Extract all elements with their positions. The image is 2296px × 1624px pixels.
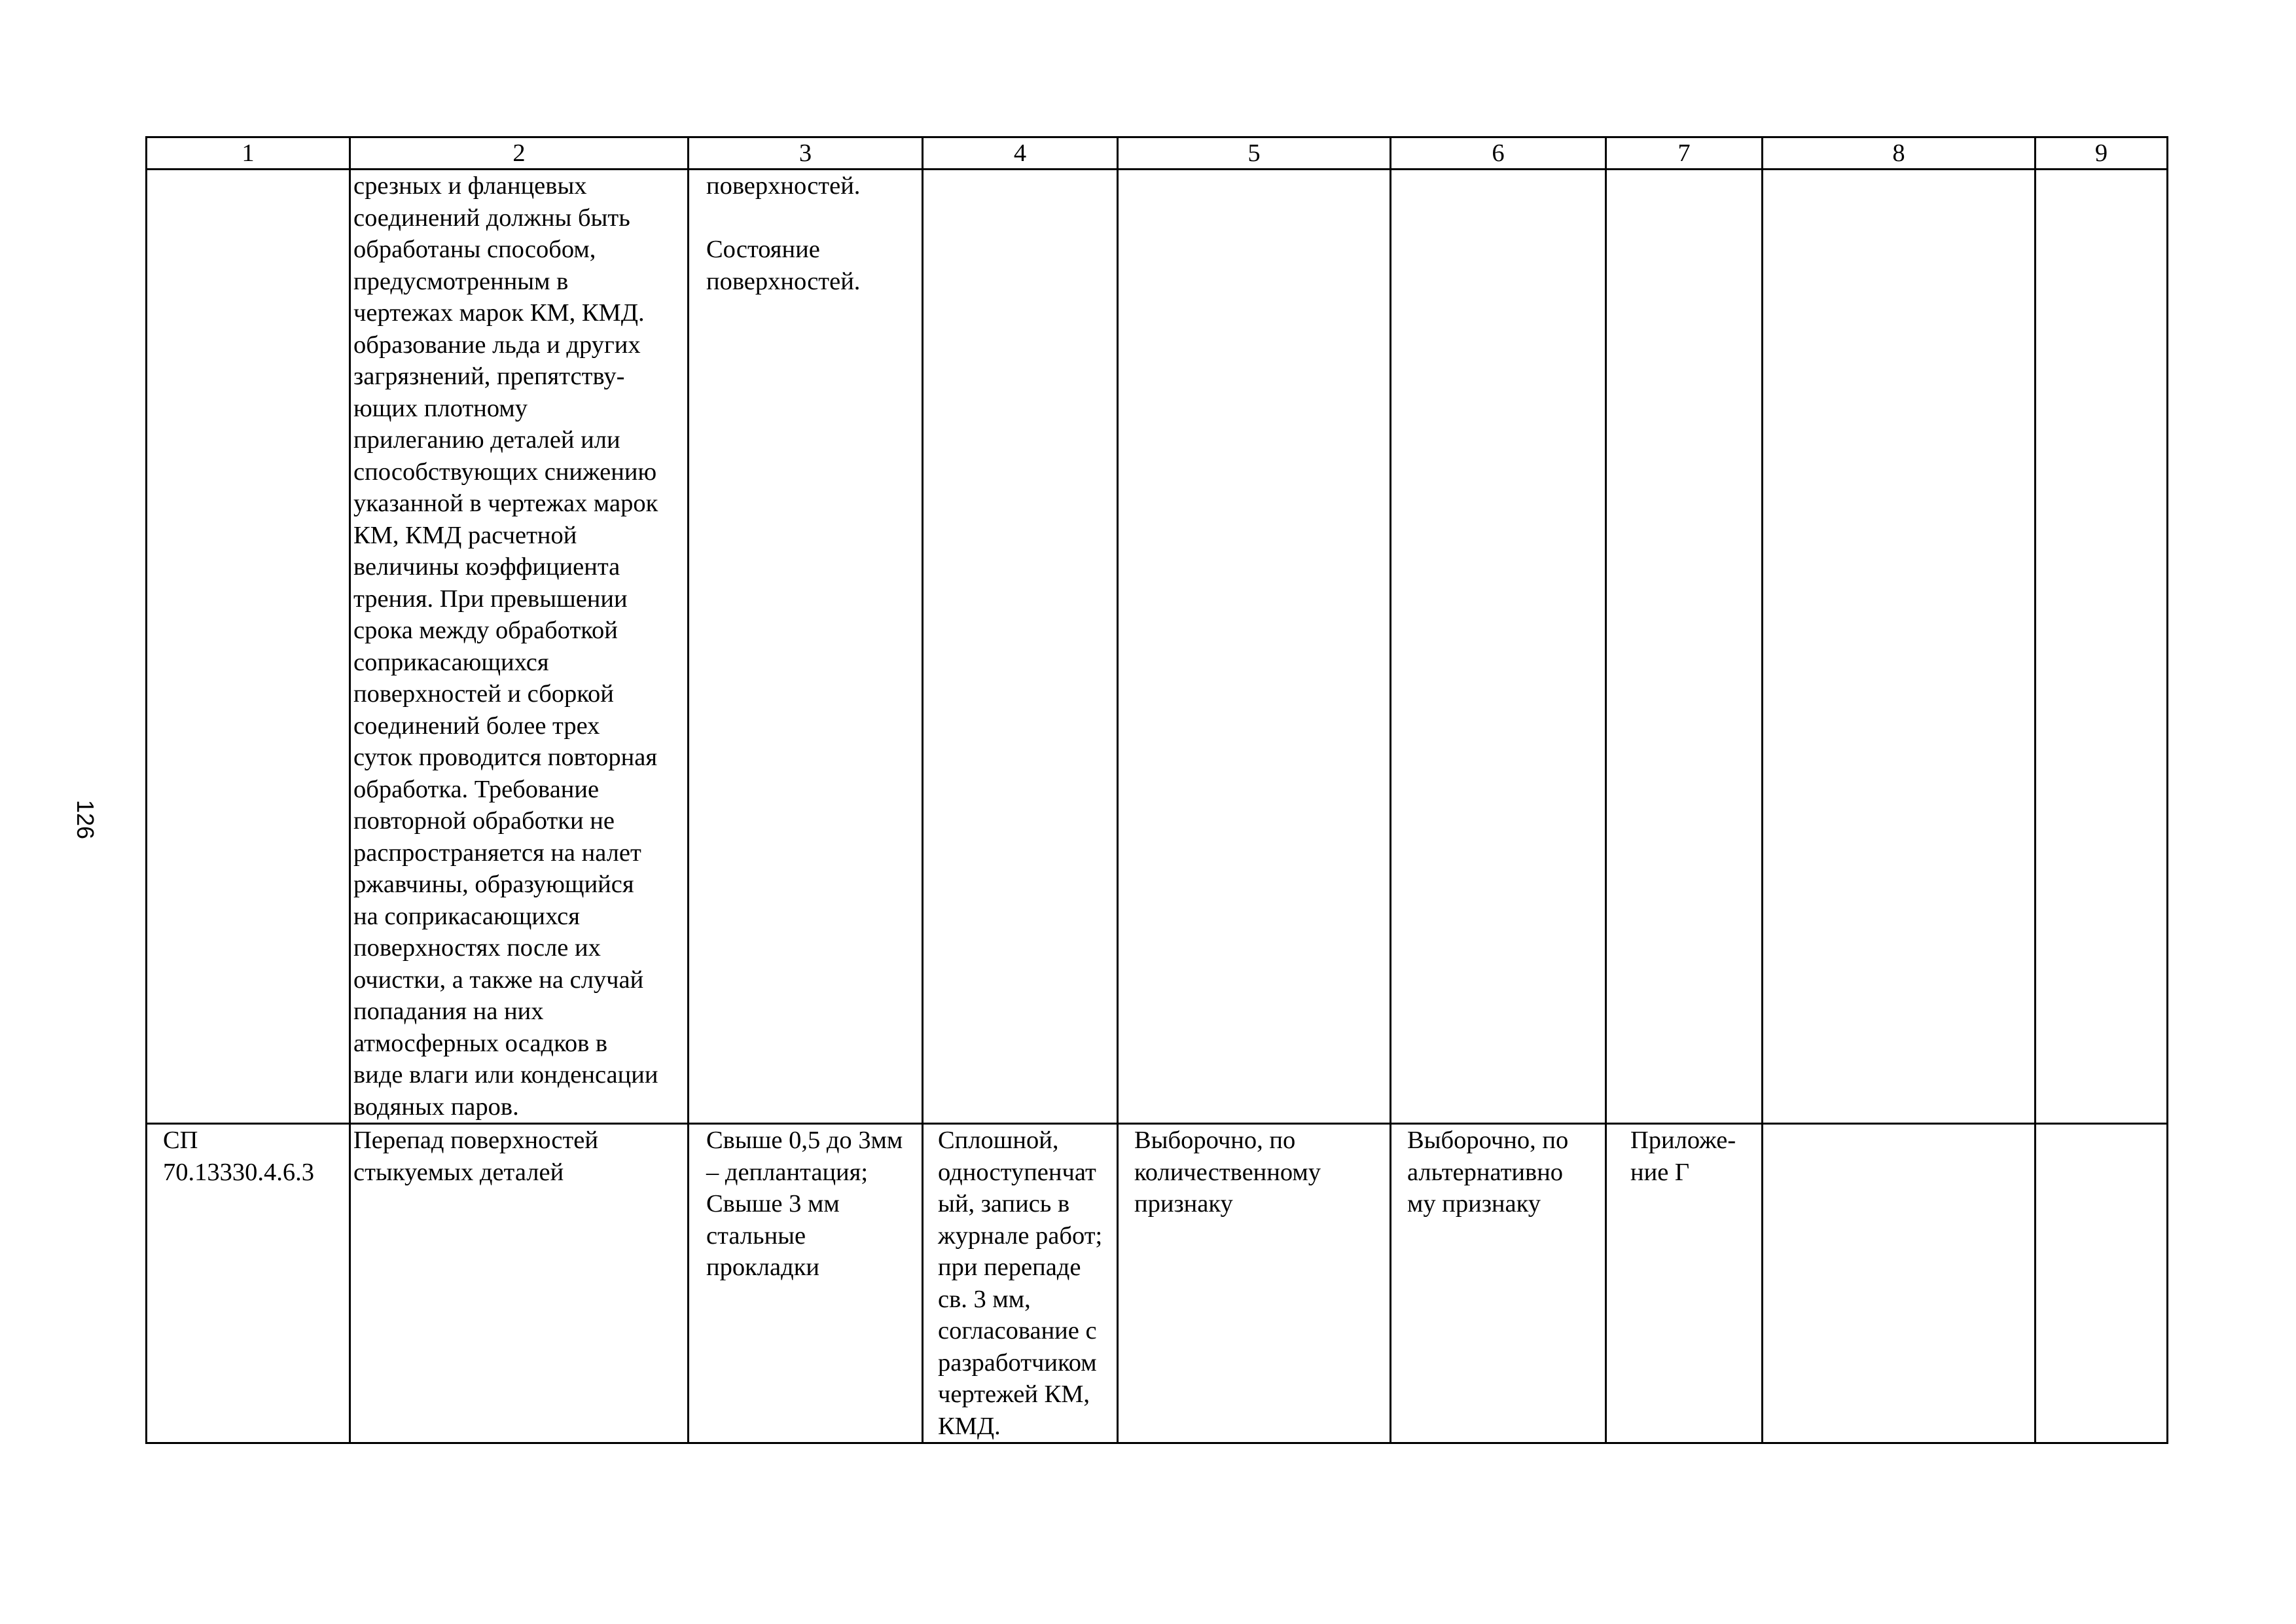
column-header-2: 2 — [350, 137, 689, 170]
table-cell: Приложе- ние Г — [1606, 1124, 1763, 1443]
table-cell — [1763, 1124, 2036, 1443]
table-cell: Перепад поверхностей стыкуемых деталей — [350, 1124, 689, 1443]
column-header-8: 8 — [1763, 137, 2036, 170]
column-header-6: 6 — [1391, 137, 1606, 170]
header-row — [147, 137, 2168, 170]
table-cell — [1118, 170, 1391, 1124]
table-cell — [1391, 170, 1606, 1124]
table-cell-requirement-text: срезных и фланцевых соединений должны быть обработаны способом, предусмотренным в чертежах марок КМ, КМД. образование льда и других загрязнений, препятству- ющих плотному прилеганию деталей или способствующих снижению указанной в чертежах марок КМ, КМД расчетной величины коэффициента трения. При превышении срока между обработкой соприкасающихся поверхностей и сборкой соединений более трех суток проводится повторная обработка. Требование повторной обработки не распространяется на налет ржавчины, образующийся на соприкасающихся поверхностях после их очистки, а также на случай попадания на них атмосферных осадков в виде влаги или конденсации водяных паров. — [350, 170, 689, 1124]
page-number: 126 — [72, 799, 99, 840]
column-header-4: 4 — [923, 137, 1118, 170]
column-header-9: 9 — [2036, 137, 2168, 170]
table-cell: поверхностей. Состояние поверхностей. — [689, 170, 923, 1124]
column-header-5: 5 — [1118, 137, 1391, 170]
inspection-table — [145, 136, 2168, 1444]
table-cell: Свыше 0,5 до 3мм – деплантация; Свыше 3 мм стальные прокладки — [689, 1124, 923, 1443]
column-header-1: 1 — [147, 137, 350, 170]
table-cell: Сплошной, одноступенчат ый, запись в журнале работ; при перепаде св. 3 мм, согласование с разработчиком чертежей КМ, КМД. — [923, 1124, 1118, 1443]
table-cell — [147, 170, 350, 1124]
table-cell — [1763, 170, 2036, 1124]
table-cell — [2036, 1124, 2168, 1443]
table-row — [147, 170, 2168, 1124]
table-cell: Выборочно, по количественному признаку — [1118, 1124, 1391, 1443]
table-cell — [923, 170, 1118, 1124]
table-cell — [2036, 170, 2168, 1124]
table-row — [147, 1124, 2168, 1443]
column-header-3: 3 — [689, 137, 923, 170]
table-cell: Выборочно, по альтернативно му признаку — [1391, 1124, 1606, 1443]
table-cell — [1606, 170, 1763, 1124]
column-header-7: 7 — [1606, 137, 1763, 170]
table-cell-standard-ref: СП 70.13330.4.6.3 — [147, 1124, 350, 1443]
